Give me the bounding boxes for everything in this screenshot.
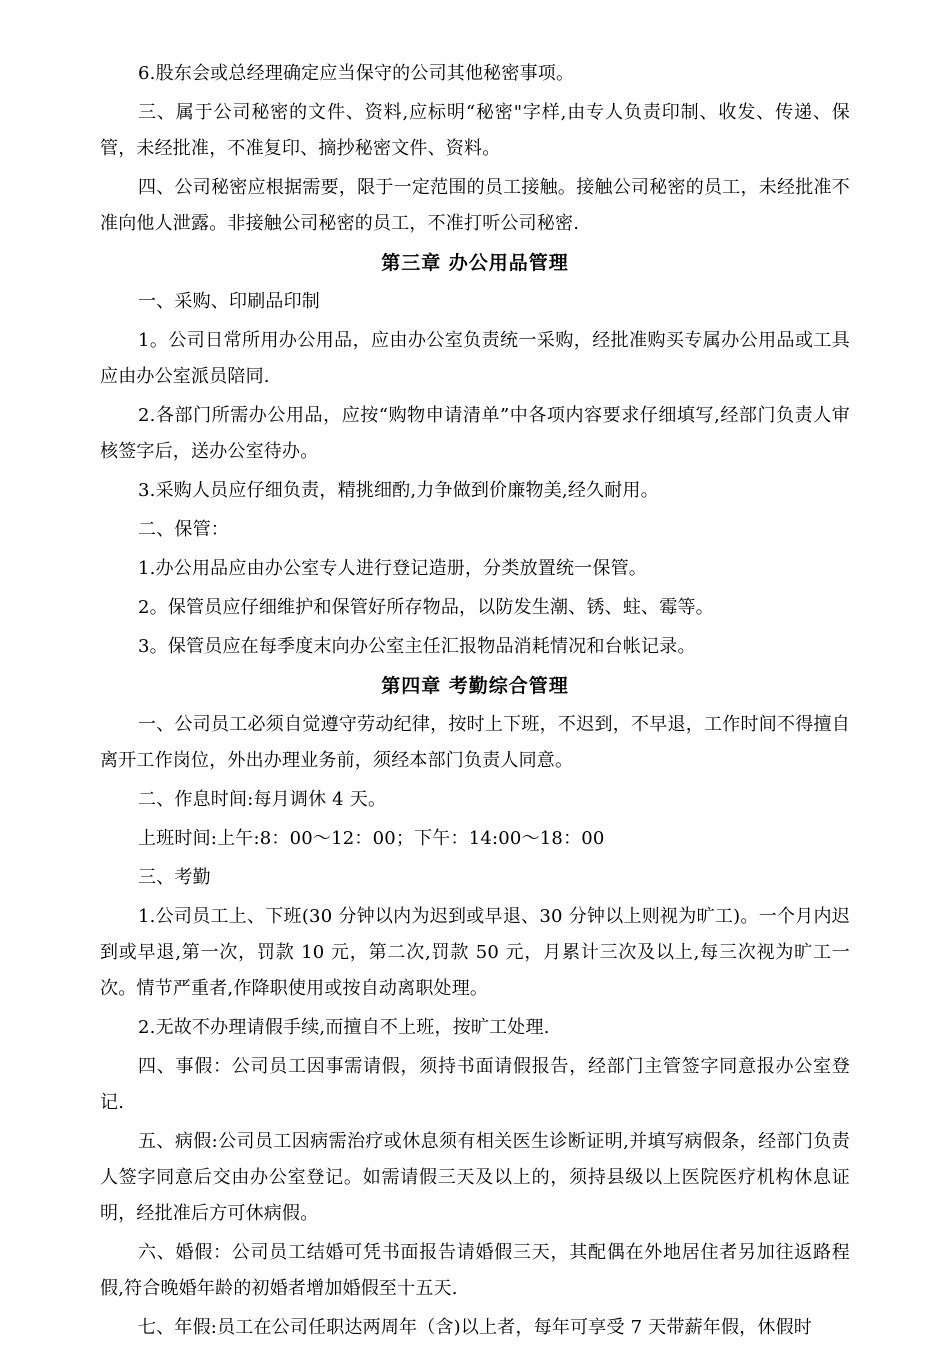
paragraph: 七、年假:员工在公司任职达两周年（含)以上者，每年可享受 7 天带薪年假，休假时 [138,1317,812,1338]
paragraph: 五、病假:公司员工因病需治疗或休息须有相关医生诊断证明,并填写病假条，经部门负责人签字同意后交由办公室登记。如需请假三天及以上的，须持县级以上医院医疗机构休息证明，经批准后方可休病假。 [100,1131,850,1224]
paragraph: 2.无故不办理请假手续,而擅自不上班，按旷工处理. [138,1017,550,1038]
paragraph: 六、婚假：公司员工结婚可凭书面报告请婚假三天，其配偶在外地居住者另加往返路程假,符合晚婚年龄的初婚者增加婚假至十五天. [100,1242,850,1299]
paragraph: 三、属于公司秘密的文件、资料,应标明“秘密"字样,由专人负责印制、收发、传递、保管，未经批准，不准复印、摘抄秘密文件、资料。 [100,102,850,159]
paragraph: 二、作息时间:每月调休 4 天。 [138,789,387,810]
paragraph: 2。保管员应仔细维护和保管好所存物品，以防发生潮、锈、蛀、霉等。 [138,597,714,618]
chapter-heading: 第三章 办公用品管理 [381,252,569,274]
paragraph: 上班时间:上午:8：00～12：00；下午：14:00～18：00 [138,828,605,849]
paragraph: 3。保管员应在每季度末向办公室主任汇报物品消耗情况和台帐记录。 [138,636,696,657]
chapter-heading: 第四章 考勤综合管理 [381,675,569,697]
paragraph: 1.公司员工上、下班(30 分钟以内为迟到或早退、30 分钟以上则视为旷工)。一个月内迟到或早退,第一次，罚款 10 元，第二次,罚款 50 元，月累计三次及以上,每三次视为旷工一次。情节严重者,作降职使用或按自动离职处理。 [100,906,850,999]
paragraph: 1。公司日常所用办公用品，应由办公室负责统一采购，经批准购买专属办公用品或工具应由办公室派员陪同. [100,330,850,387]
paragraph: 二、保管： [138,519,229,540]
paragraph: 四、公司秘密应根据需要，限于一定范围的员工接触。接触公司秘密的员工，未经批准不准向他人泄露。非接触公司秘密的员工，不准打听公司秘密. [100,177,850,234]
paragraph: 1.办公用品应由办公室专人进行登记造册，分类放置统一保管。 [138,558,647,579]
paragraph: 四、事假：公司员工因事需请假，须持书面请假报告，经部门主管签字同意报办公室登记. [100,1056,850,1113]
paragraph: 2.各部门所需办公用品，应按“购物申请清单”中各项内容要求仔细填写,经部门负责人审核签字后，送办公室待办。 [100,405,850,462]
paragraph: 一、采购、印刷品印制 [138,291,320,312]
paragraph: 3.采购人员应仔细负责，精挑细酌,力争做到价廉物美,经久耐用。 [138,480,659,501]
document-page [100,56,850,1349]
paragraph: 6.股东会或总经理确定应当保守的公司其他秘密事项。 [138,63,575,84]
paragraph: 三、考勤 [138,867,211,888]
paragraph: 一、公司员工必须自觉遵守劳动纪律，按时上下班，不迟到，不早退，工作时间不得擅自离开工作岗位，外出办理业务前，须经本部门负责人同意。 [100,714,850,771]
